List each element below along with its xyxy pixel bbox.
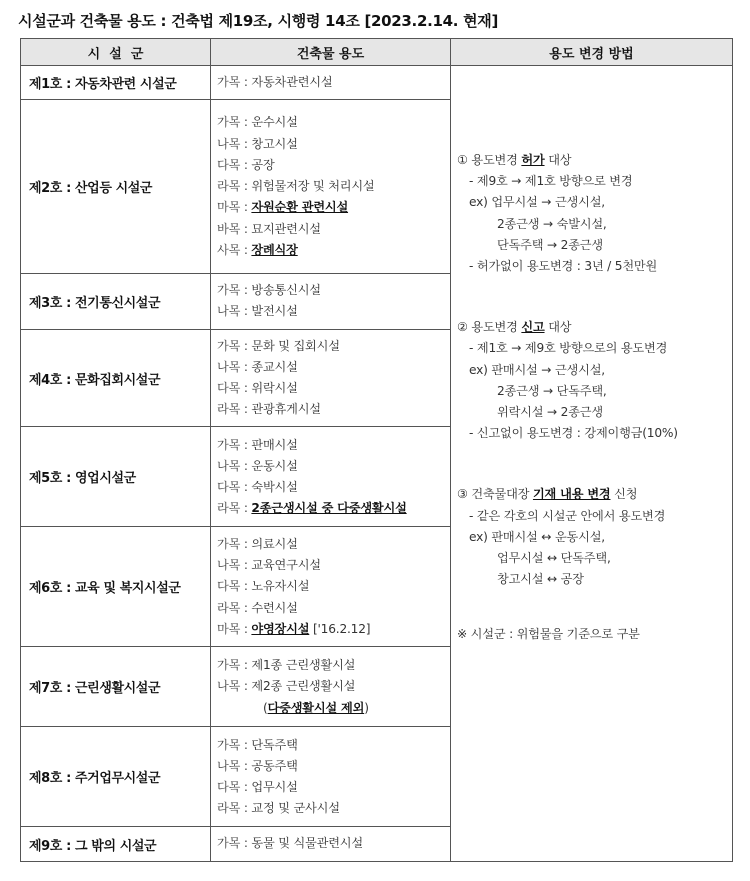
use-item [217, 357, 450, 378]
use-item-label: 라목 : [217, 402, 252, 417]
use-item-text: 2종근생시설 중 다중생활시설 [251, 501, 407, 516]
method-line: ex) 업무시설 → 근생시설, [469, 195, 605, 210]
use-item-text: 창고시설 [251, 136, 298, 151]
permit-section-heading-keyword: 허가 [521, 153, 545, 167]
use-item-text: 운수시설 [251, 115, 298, 130]
facility-group-name: 제3호 : 전기통신시설군 [21, 274, 211, 329]
use-item-text: 자동차관련시설 [251, 75, 333, 89]
method-line: - 허가없이 용도변경 : 3년 / 5천만원 [469, 259, 658, 274]
use-item [217, 301, 450, 322]
use-item [217, 598, 450, 619]
method-line: 2종근생 → 단독주택, [497, 383, 607, 398]
use-item-text: 문화 및 집회시설 [251, 338, 340, 353]
use-item-label: 라목 : [217, 600, 252, 615]
building-use-list [211, 827, 451, 861]
use-item-label: 나목 : [217, 558, 252, 573]
method-line: - 제1호 → 제9호 방향으로의 용도변경 [469, 341, 668, 356]
facility-group-name: 제2호 : 산업등 시설군 [21, 100, 211, 274]
use-item-label: 가목 : [217, 437, 252, 452]
header-facility-group: 시 설 군 [21, 39, 211, 66]
use-item-label: 가목 : [217, 75, 252, 89]
table-body [21, 66, 733, 862]
facility-table [20, 38, 733, 862]
use-item [217, 798, 450, 819]
use-item-text: 묘지관련시설 [251, 221, 321, 236]
use-item: (다중생활시설 제외) [263, 700, 369, 715]
use-item-text: 자원순환 관련시설 [251, 200, 349, 215]
use-item [217, 735, 450, 756]
method-line: - 제9호 → 제1호 방향으로 변경 [469, 174, 633, 189]
use-item-label: 나목 : [217, 136, 252, 151]
use-item [217, 833, 450, 854]
use-item [217, 676, 450, 697]
use-item-label: 다목 : [217, 779, 252, 794]
method-line: ex) 판매시설 → 근생시설, [469, 362, 605, 377]
use-item-label: 다목 : [217, 157, 252, 172]
register-section-heading-keyword: 기재 내용 변경 [532, 487, 611, 502]
use-item-label: 사목 : [217, 242, 252, 257]
use-item-label: 나목 : [217, 758, 252, 773]
use-item-text: 수련시설 [251, 600, 298, 615]
use-item [217, 378, 450, 399]
permit-section-heading-suffix: 대상 [544, 153, 572, 167]
use-item-label: 가목 : [217, 836, 252, 851]
use-item-text: 다중생활시설 제외 [267, 700, 365, 715]
use-item [217, 477, 450, 498]
use-item-label: 나목 : [217, 458, 252, 473]
use-item-text: 교육연구시설 [251, 558, 321, 573]
use-item [217, 576, 450, 597]
use-item-label: 나목 : [217, 679, 252, 694]
use-item-text: 공동주택 [251, 758, 298, 773]
classification-note: ※ 시설군 : 위험물을 기준으로 구분 [457, 627, 640, 642]
method-line: 2종근생 → 숙발시설, [497, 216, 607, 231]
use-item [217, 112, 450, 133]
use-item-label: 가목 : [217, 115, 252, 130]
use-item-label: 다목 : [217, 381, 252, 396]
building-use-list [211, 274, 451, 329]
use-item-text: 종교시설 [251, 359, 298, 374]
use-item [217, 197, 450, 218]
use-item [217, 72, 450, 93]
use-item-text: 장례식장 [251, 242, 298, 257]
use-item-text: 업무시설 [251, 779, 298, 794]
use-item-text: 관광휴게시설 [251, 402, 321, 417]
use-item-text: 숙박시설 [251, 479, 298, 494]
use-item [217, 219, 450, 240]
use-item-text: 동물 및 식물관련시설 [251, 836, 363, 851]
table-header-row [21, 39, 733, 66]
use-item [217, 498, 450, 519]
table-row [21, 66, 733, 100]
use-item-text: 공장 [251, 157, 275, 172]
facility-group-name: 제9호 : 그 밖의 시설군 [21, 827, 211, 861]
use-item-text: 발전시설 [251, 304, 298, 319]
method-line: 창고시설 ↔ 공장 [497, 572, 584, 587]
use-item-text: 위험물저장 및 처리시설 [251, 179, 375, 194]
use-item-label: 다목 : [217, 479, 252, 494]
use-item-text: 방송통신시설 [251, 283, 321, 298]
facility-group-name: 제7호 : 근린생활시설군 [21, 647, 211, 727]
use-item [217, 777, 450, 798]
use-item-date: ['16.2.12] [309, 621, 371, 636]
use-item-text: 제2종 근린생활시설 [251, 679, 356, 694]
use-item [217, 336, 450, 357]
use-item-text: 제1종 근린생활시설 [251, 658, 356, 673]
use-item-label: 다목 : [217, 579, 252, 594]
method-line: 업무시설 ↔ 단독주택, [497, 551, 611, 566]
use-item-label: 마목 : [217, 200, 252, 215]
building-use-list [211, 100, 451, 274]
register-section-heading-suffix: 신청 [610, 487, 638, 502]
use-item-text: 노유자시설 [251, 579, 310, 594]
building-use-list [211, 727, 451, 827]
use-item-label: 바목 : [217, 221, 252, 236]
use-item-text: 단독주택 [251, 737, 298, 752]
use-item [217, 435, 450, 456]
use-item [217, 134, 450, 155]
use-item-label: 가목 : [217, 737, 252, 752]
use-item [217, 534, 450, 555]
facility-group-name: 제5호 : 영업시설군 [21, 427, 211, 527]
use-item-text: 위락시설 [251, 381, 298, 396]
use-item [217, 280, 450, 301]
use-item-label: 나목 : [217, 304, 252, 319]
register-section-heading-prefix: ③ 건축물대장 [457, 487, 533, 502]
permit-section-heading [457, 150, 732, 171]
method-line: 위락시설 → 2종근생 [497, 405, 603, 420]
building-use-list [211, 647, 451, 727]
method-line: - 같은 각호의 시설군 안에서 용도변경 [469, 508, 666, 523]
method-line: 단독주택 → 2종근생 [497, 237, 603, 252]
use-item-label: 가목 : [217, 658, 252, 673]
method-line: - 신고없이 용도변경 : 강제이행금(10%) [469, 426, 678, 441]
use-item-label: 라목 : [217, 801, 252, 816]
use-item-label: 가목 : [217, 338, 252, 353]
use-item-text: 의료시설 [251, 536, 298, 551]
method-line: ex) 판매시설 ↔ 운동시설, [469, 529, 605, 544]
use-item [217, 655, 450, 676]
use-item-label: 가목 : [217, 283, 252, 298]
use-item-label: 라목 : [217, 179, 252, 194]
report-section-heading-keyword: 신고 [521, 320, 545, 335]
building-use-list [211, 66, 451, 100]
use-item-text: 교정 및 군사시설 [251, 801, 340, 816]
facility-group-name: 제4호 : 문화집회시설군 [21, 329, 211, 427]
header-building-use: 건축물 용도 [211, 39, 451, 66]
change-method-cell [451, 66, 733, 862]
register-section-heading [457, 484, 732, 505]
use-item-label: 가목 : [217, 536, 252, 551]
permit-section-heading-prefix: ① 용도변경 [457, 153, 522, 167]
header-change-method: 용도 변경 방법 [451, 39, 733, 66]
use-item-text: 판매시설 [251, 437, 298, 452]
use-item-text: 운동시설 [251, 458, 298, 473]
use-item [217, 240, 450, 261]
report-section-heading-prefix: ② 용도변경 [457, 320, 522, 335]
building-use-list [211, 329, 451, 427]
building-use-list [211, 527, 451, 647]
use-item-label: 나목 : [217, 359, 252, 374]
use-item-label: 라목 : [217, 501, 252, 516]
use-item-label: 마목 : [217, 621, 252, 636]
use-item [217, 619, 450, 640]
use-item [217, 399, 450, 420]
use-item [217, 155, 450, 176]
page-title: 시설군과 건축물 용도 : 건축법 제19조, 시행령 14조 [2023.2.14. 현재] [18, 12, 499, 30]
report-section-heading [457, 317, 732, 338]
use-item-text: 야영장시설 [251, 621, 310, 636]
use-item [217, 756, 450, 777]
use-item [217, 555, 450, 576]
facility-group-name: 제6호 : 교육 및 복지시설군 [21, 527, 211, 647]
facility-group-name: 제8호 : 주거업무시설군 [21, 727, 211, 827]
building-use-list [211, 427, 451, 527]
facility-group-name: 제1호 : 자동차관련 시설군 [21, 66, 211, 100]
use-item [217, 176, 450, 197]
report-section-heading-suffix: 대상 [544, 320, 572, 335]
use-item [217, 456, 450, 477]
